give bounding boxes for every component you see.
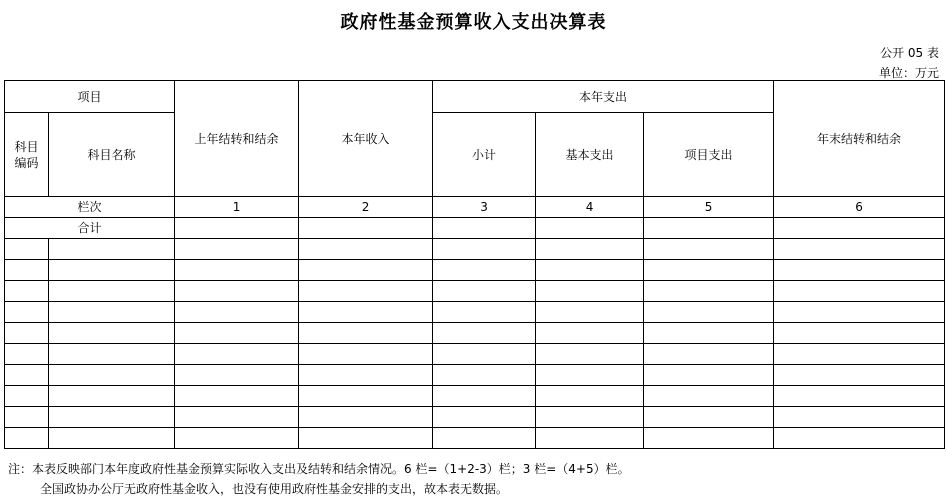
table-row: [5, 386, 945, 407]
table-row: [5, 281, 945, 302]
page-title: 政府性基金预算收入支出决算表: [340, 12, 607, 33]
column-index-label: 栏次: [5, 197, 175, 218]
note-line-2: 全国政协办公厅无政府性基金收入，也没有使用政府性基金安排的支出，故本表无数据。: [40, 482, 509, 496]
header-end-balance: 年末结转和结余: [774, 81, 945, 197]
table-row: [5, 239, 945, 260]
column-index: 6: [774, 197, 945, 218]
table-row: [5, 365, 945, 386]
table-row: [5, 323, 945, 344]
header-subtotal: 小计: [433, 113, 536, 197]
column-index: 4: [536, 197, 644, 218]
header-income: 本年收入: [299, 81, 433, 197]
table-row: [5, 302, 945, 323]
header-prev-balance: 上年结转和结余: [175, 81, 299, 197]
table-row: [5, 344, 945, 365]
header-name: 科目名称: [49, 113, 175, 197]
column-index: 5: [644, 197, 774, 218]
column-index: 2: [299, 197, 433, 218]
column-index: 1: [175, 197, 299, 218]
table-row: [5, 407, 945, 428]
budget-table: [4, 80, 945, 449]
header-code: 科目编码: [5, 113, 49, 197]
unit-label: 单位：万元: [878, 66, 939, 80]
table-row: [5, 428, 945, 449]
column-index: 3: [433, 197, 536, 218]
total-row-label: 合计: [5, 218, 175, 239]
header-expend: 本年支出: [433, 81, 774, 113]
header-project: 项目支出: [644, 113, 774, 197]
header-basic: 基本支出: [536, 113, 644, 197]
header-item: 项目: [5, 81, 175, 113]
form-number: 公开 05 表: [880, 46, 939, 60]
note-line-1: 注：本表反映部门本年度政府性基金预算实际收入支出及结转和结余情况。6 栏=（1+2-3）栏；3 栏=（4+5）栏。: [8, 462, 630, 476]
table-row: [5, 260, 945, 281]
